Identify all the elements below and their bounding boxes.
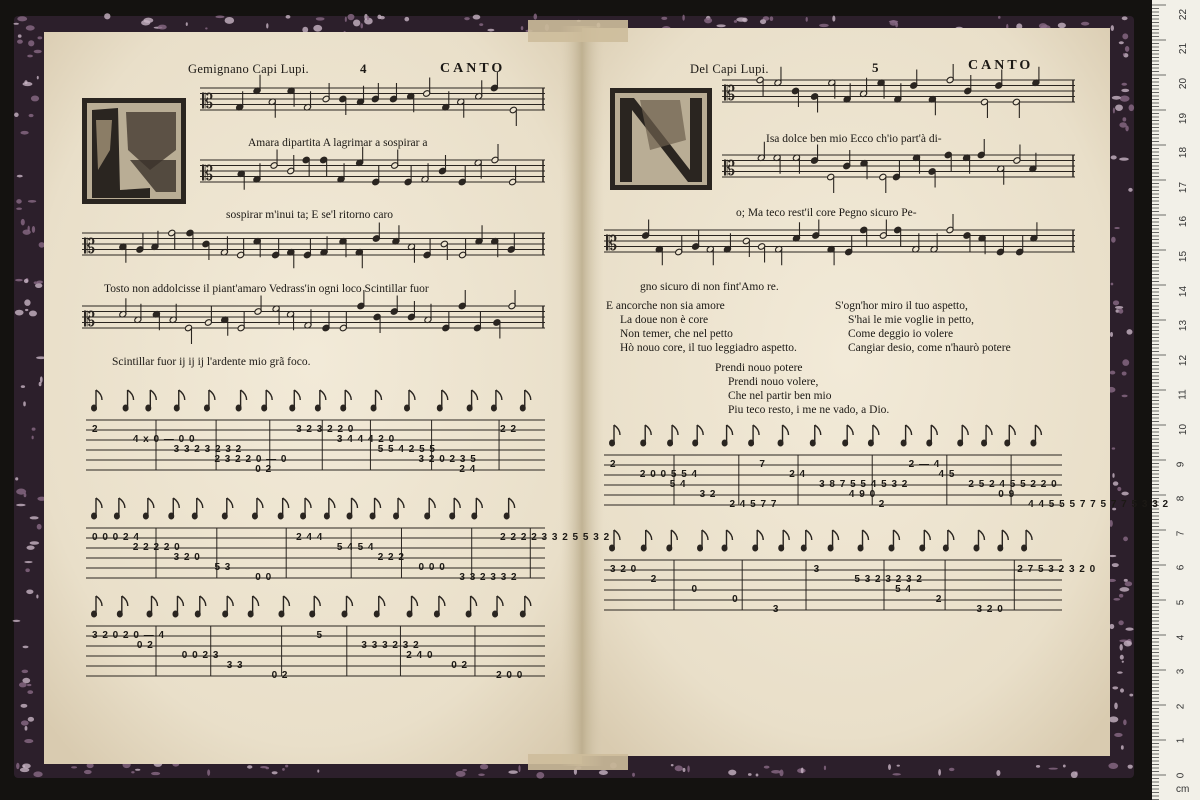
verse-right-1: S'ogn'hor miro il tuo aspetto, [835,300,968,312]
clef-glyph: 𝄡 [202,161,214,185]
tab-numeral-group: 5 4 5 4 [336,542,375,553]
right-running-head: Del Capi Lupi. [690,62,769,76]
tab-numeral-group: 2 [650,574,658,585]
tab-numeral-group: 0 0 0 [418,562,446,573]
tab-numeral-group: 0 0 0 2 4 [92,532,140,543]
tab-numeral-group: 0 2 [271,670,289,681]
left-lyric-line-2: sospirar m'inui ta; E se'l ritorno caro [226,209,394,221]
left-voice-label: CANTO [440,61,506,76]
verse-left-1: E ancorche non sia amore [606,300,725,312]
ruler-label: 12 [1178,354,1190,366]
left-lyric-line-3: Tosto non addolcisse il piant'amaro Vedrass'in ogni loco Scintillar fuor [104,283,429,295]
clef-glyph: 𝄡 [606,231,618,255]
tab-numeral-group: 2 4 5 7 7 [729,499,778,510]
tab-numeral-group: 2 2 2 2 0 [132,542,181,553]
verse-left-4: Hò nouo core, il tuo leggiadro aspetto. [620,342,797,354]
tab-numeral-group: 0 2 [451,660,469,671]
ruler-unit: cm [1176,784,1190,795]
verse-center-3: Che nel partir ben mio [728,390,832,402]
ruler-label: 6 [1175,565,1187,571]
clef-glyph: 𝄡 [84,307,96,331]
ruler-label: 10 [1178,423,1190,436]
tab-numeral-group: 0 0 2 3 [181,650,220,661]
right-lyric-line-3: gno sicuro di non fint'Amo re. [640,281,779,293]
tab-numeral-group: 0 0 [255,572,273,583]
verse-right-2: S'hai le mie voglie in petto, [848,314,974,326]
ruler-label: 16 [1178,216,1190,228]
tab-numeral-group: 5 4 [669,479,687,490]
tab-numeral-group: 3 2 0 [173,552,201,563]
ruler-label: 1 [1175,738,1187,744]
ruler-label: 2 [1175,703,1187,710]
tab-numeral-group: 0 [732,594,739,605]
right-lyric-line-1: Isa dolce ben mio Ecco ch'io part'à di- [766,133,942,145]
tab-numeral-group: 0 [691,584,699,595]
tab-numeral-group: 2 [878,499,886,510]
tab-numeral-group: 2 3 2 2 0 — 0 [214,454,288,465]
clef-glyph: 𝄡 [84,234,96,258]
ruler-label: 17 [1178,181,1190,193]
tab-numeral-group: 0 2 [136,640,154,651]
tab-numeral-group: 3 2 0 [976,604,1004,615]
tab-numeral-group: 4 9 0 [848,489,877,500]
tab-numeral-group: 5 [316,630,324,641]
tab-numeral-group: 2 — 4 [908,459,941,470]
right-lyric-line-2: o; Ma teco rest'il core Pegno sicuro Pe- [736,207,917,219]
tab-numeral-group: 2 2 [500,424,518,435]
tab-numeral-group: 3 [813,564,821,575]
ruler-label: 21 [1178,43,1190,55]
tab-numeral-group: 2 0 0 5 5 4 [639,469,699,480]
verse-left-2: La doue non è core [620,314,709,326]
tab-numeral-group: 2 4 4 [296,532,324,543]
ruler-label: 0 [1175,772,1187,779]
verse-right-3: Come deggio io volere [848,328,954,340]
verse-center-2: Prendi nouo volere, [728,376,819,388]
tab-numeral-group: 3 2 3 2 2 0 [296,424,355,435]
tab-numeral-group: 2 2 2 2 3 3 2 5 5 3 2 [500,532,611,543]
tab-numeral-group: 3 2 [699,489,717,500]
verse-right-4: Cangiar desio, come n'haurò potere [848,342,1011,354]
tab-numeral-group: 5 3 [214,562,232,573]
left-lyric-line-1: Amara dipartita A lagrimar a sospirar a [248,137,428,149]
tab-numeral-group: 5 5 4 2 5 5 [377,444,436,455]
verse-center-1: Prendi nouo potere [715,362,803,374]
tab-numeral-group: 2 2 2 [377,552,405,563]
ruler-label: 15 [1178,250,1190,263]
clef-glyph: 𝄡 [724,156,736,180]
left-page-number: 4 [360,61,367,76]
tab-numeral-group: 0 2 [255,464,273,475]
right-voice-label: CANTO [968,58,1034,73]
left-running-head: Gemignano Capi Lupi. [188,62,309,76]
ruler-label: 8 [1175,495,1187,502]
ruler-label: 19 [1178,112,1190,124]
tab-numeral-group: 3 3 [226,660,244,671]
clef-glyph: 𝄡 [202,89,214,113]
right-page-number: 5 [872,60,879,75]
tab-numeral-group: 2 5 2 4 5 5 2 2 0 [968,479,1058,490]
tab-numeral-group: 3 2 0 2 3 5 [418,454,477,465]
tab-numeral-group: 2 4 [789,469,807,480]
tab-numeral-group: 4 4 5 5 5 7 7 5 7 7 5 3 3 2 [1028,499,1170,510]
tab-numeral-group: 3 8 7 5 5 4 5 3 2 [819,479,909,490]
tab-numeral-group: 3 3 3 2 3 2 [361,640,420,651]
tab-numeral-group: 3 4 4 4 2 0 [336,434,396,445]
ruler-label: 22 [1178,8,1190,20]
ruler-label: 20 [1178,77,1190,90]
tab-numeral-group: 2 0 0 [496,670,524,681]
tab-numeral-group: 0 9 [998,489,1016,500]
tab-numeral-group: 5 4 [895,584,912,595]
tab-numeral-group: 2 4 [459,464,477,475]
ruler-label: 9 [1175,461,1187,467]
clef-glyph: 𝄡 [724,81,736,105]
tab-numeral-group: 5 3 2 3 2 3 2 [854,574,923,585]
tab-numeral-group: 2 4 0 [406,650,434,661]
ruler-label: 3 [1175,668,1187,675]
verse-center-4: Piu teco resto, i me ne vado, a Dio. [728,404,890,416]
tab-numeral-group: 2 [92,424,99,435]
tab-numeral-group: 3 2 0 [610,564,638,575]
tab-numeral-group: 3 [772,604,780,615]
ruler-label: 11 [1177,389,1189,401]
tab-numeral-group: 3 2 0 2 0 — 4 [92,630,166,641]
ruler-label: 14 [1178,285,1190,297]
ruler-label: 7 [1175,530,1187,537]
tab-numeral-group: 3 3 2 3 3 2 [459,572,518,583]
tab-numeral-group: 4 5 [938,469,956,480]
ruler-label: 13 [1178,320,1190,332]
ruler-label: 5 [1175,599,1187,606]
verse-left-3: Non temer, che nel petto [620,328,733,340]
tab-numeral-group: 3 3 2 3 2 3 2 [173,444,243,455]
ruler-label: 18 [1178,147,1190,159]
left-lyric-line-4: Scintillar fuor ij ij ij l'ardente mio grã foco. [112,356,311,368]
tab-numeral-group: 2 [935,594,943,605]
tab-numeral-group: 7 [759,459,766,470]
tab-numeral-group: 4 x 0 — 0 0 [132,434,196,445]
tab-numeral-group: 2 [610,459,617,470]
tab-numeral-group: 2 7 5 3 2 3 2 0 [1017,564,1097,575]
ruler-label: 4 [1175,634,1187,640]
